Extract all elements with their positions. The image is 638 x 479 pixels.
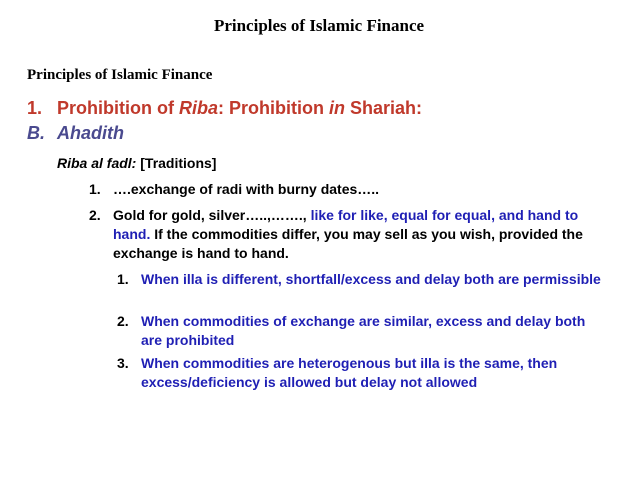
heading-riba: Riba xyxy=(178,98,218,118)
heading-in: in xyxy=(328,98,345,118)
slide-title: Principles of Islamic Finance xyxy=(213,16,425,35)
list-item-number: 2. xyxy=(89,207,101,223)
heading-text-1: Prohibition of xyxy=(57,98,179,118)
sub-list-item-text: When commodities of exchange are similar, excess and delay both are prohibited xyxy=(141,313,586,348)
sub-list-item xyxy=(117,354,609,392)
heading2-text: Ahadith xyxy=(57,123,124,143)
list-item-text-black: Gold for gold, silver…..,……., xyxy=(113,207,307,223)
list-item-number: 1. xyxy=(89,181,101,197)
sub-list-item-number: 2. xyxy=(117,313,129,329)
heading-prohibition-of-riba xyxy=(27,98,422,119)
heading-text-3: Shariah: xyxy=(344,98,423,118)
sub-list-item xyxy=(117,312,609,350)
slide-subtitle: Principles of Islamic Finance xyxy=(27,67,213,83)
sub-list-item-text: When illa is different, shortfall/excess and delay both are permissible xyxy=(141,271,601,287)
heading2-letter: B. xyxy=(27,123,45,143)
list-item-text-black-2: If the commodities differ, you may sell as you wish, provided the exchange is hand to hand. xyxy=(113,226,583,261)
sub-list-item xyxy=(117,270,609,289)
sub-list-item-text: When commodities are heterogenous but illa is the same, then excess/deficiency is allowed but delay not allowed xyxy=(141,355,558,390)
sub-list-item-number: 1. xyxy=(117,271,129,287)
list-item-text xyxy=(89,206,609,263)
heading-ahadith xyxy=(27,123,124,144)
heading-number: 1. xyxy=(27,98,43,118)
list-item-text: ….exchange of radi with burny dates….. xyxy=(113,181,380,197)
list-item-text-blue: like for like, equal for equal, and hand to hand. xyxy=(113,207,579,242)
list-item xyxy=(89,206,609,263)
section-title: Riba al fadl: xyxy=(57,155,137,171)
heading-text-2: : Prohibition xyxy=(218,98,329,118)
section-riba-al-fadl xyxy=(57,155,216,171)
section-suffix: [Traditions] xyxy=(136,155,217,171)
list-item xyxy=(89,180,609,199)
sub-list-item-number: 3. xyxy=(117,355,129,371)
